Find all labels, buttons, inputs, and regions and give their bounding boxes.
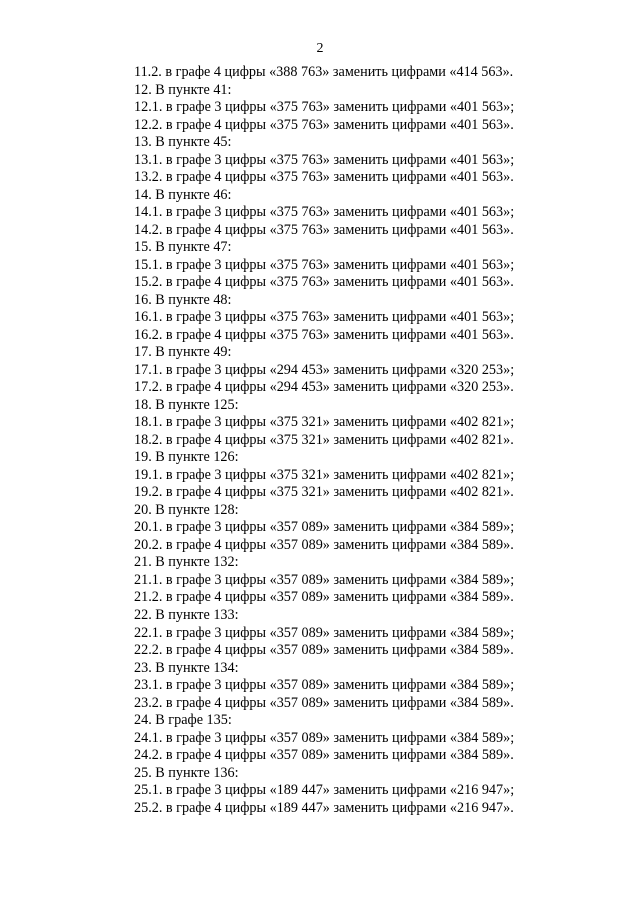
amendment-line: 22.2. в графе 4 цифры «357 089» заменить цифрами «384 589». [134, 642, 514, 659]
amendment-line: 14. В пункте 46: [134, 186, 232, 203]
amendment-line: 12. В пункте 41: [134, 81, 232, 98]
amendment-line: 13.1. в графе 3 цифры «375 763» заменить цифрами «401 563»; [134, 151, 515, 168]
amendment-line: 21.1. в графе 3 цифры «357 089» заменить цифрами «384 589»; [134, 571, 515, 588]
amendment-line: 24.1. в графе 3 цифры «357 089» заменить цифрами «384 589»; [134, 729, 515, 746]
amendment-line: 18.2. в графе 4 цифры «375 321» заменить цифрами «402 821». [134, 431, 514, 448]
amendment-line: 15.2. в графе 4 цифры «375 763» заменить цифрами «401 563». [134, 274, 514, 291]
amendment-line: 18. В пункте 125: [134, 396, 239, 413]
amendment-line: 23. В пункте 134: [134, 659, 239, 676]
amendment-line: 21. В пункте 132: [134, 554, 239, 571]
amendment-line: 20.1. в графе 3 цифры «357 089» заменить цифрами «384 589»; [134, 519, 515, 536]
amendment-line: 13. В пункте 45: [134, 134, 232, 151]
amendment-line: 19.1. в графе 3 цифры «375 321» заменить цифрами «402 821»; [134, 466, 515, 483]
amendment-line: 14.1. в графе 3 цифры «375 763» заменить цифрами «401 563»; [134, 204, 515, 221]
amendment-line: 13.2. в графе 4 цифры «375 763» заменить цифрами «401 563». [134, 169, 514, 186]
amendment-line: 23.1. в графе 3 цифры «357 089» заменить цифрами «384 589»; [134, 677, 515, 694]
amendment-line: 16.1. в графе 3 цифры «375 763» заменить цифрами «401 563»; [134, 309, 515, 326]
amendment-list [134, 64, 554, 817]
amendment-line: 12.1. в графе 3 цифры «375 763» заменить цифрами «401 563»; [134, 99, 515, 116]
page-number: 2 [316, 41, 324, 56]
amendment-line: 17.1. в графе 3 цифры «294 453» заменить цифрами «320 253»; [134, 361, 515, 378]
amendment-line: 16.2. в графе 4 цифры «375 763» заменить цифрами «401 563». [134, 326, 514, 343]
amendment-line: 23.2. в графе 4 цифры «357 089» заменить цифрами «384 589». [134, 694, 514, 711]
amendment-line: 19. В пункте 126: [134, 449, 239, 466]
amendment-line: 21.2. в графе 4 цифры «357 089» заменить цифрами «384 589». [134, 589, 514, 606]
amendment-line: 15. В пункте 47: [134, 239, 232, 256]
amendment-line: 22.1. в графе 3 цифры «357 089» заменить цифрами «384 589»; [134, 624, 515, 641]
amendment-line: 14.2. в графе 4 цифры «375 763» заменить цифрами «401 563». [134, 221, 514, 238]
amendment-line: 25.1. в графе 3 цифры «189 447» заменить цифрами «216 947»; [134, 782, 515, 799]
amendment-line: 12.2. в графе 4 цифры «375 763» заменить цифрами «401 563». [134, 116, 514, 133]
amendment-line: 19.2. в графе 4 цифры «375 321» заменить цифрами «402 821». [134, 484, 514, 501]
amendment-line: 18.1. в графе 3 цифры «375 321» заменить цифрами «402 821»; [134, 414, 515, 431]
amendment-line: 24.2. в графе 4 цифры «357 089» заменить цифрами «384 589». [134, 747, 514, 764]
amendment-line: 20.2. в графе 4 цифры «357 089» заменить цифрами «384 589». [134, 536, 514, 553]
amendment-line: 17.2. в графе 4 цифры «294 453» заменить цифрами «320 253». [134, 379, 514, 396]
amendment-line: 20. В пункте 128: [134, 501, 239, 518]
amendment-line: 25.2. в графе 4 цифры «189 447» заменить цифрами «216 947». [134, 799, 514, 816]
amendment-line: 11.2. в графе 4 цифры «388 763» заменить цифрами «414 563». [134, 64, 514, 80]
amendment-line: 24. В графе 135: [134, 712, 232, 729]
amendment-line: 17. В пункте 49: [134, 344, 232, 361]
amendment-line: 22. В пункте 133: [134, 606, 239, 623]
amendment-line: 16. В пункте 48: [134, 291, 232, 308]
amendment-line: 25. В пункте 136: [134, 764, 239, 781]
amendment-line: 15.1. в графе 3 цифры «375 763» заменить цифрами «401 563»; [134, 256, 515, 273]
